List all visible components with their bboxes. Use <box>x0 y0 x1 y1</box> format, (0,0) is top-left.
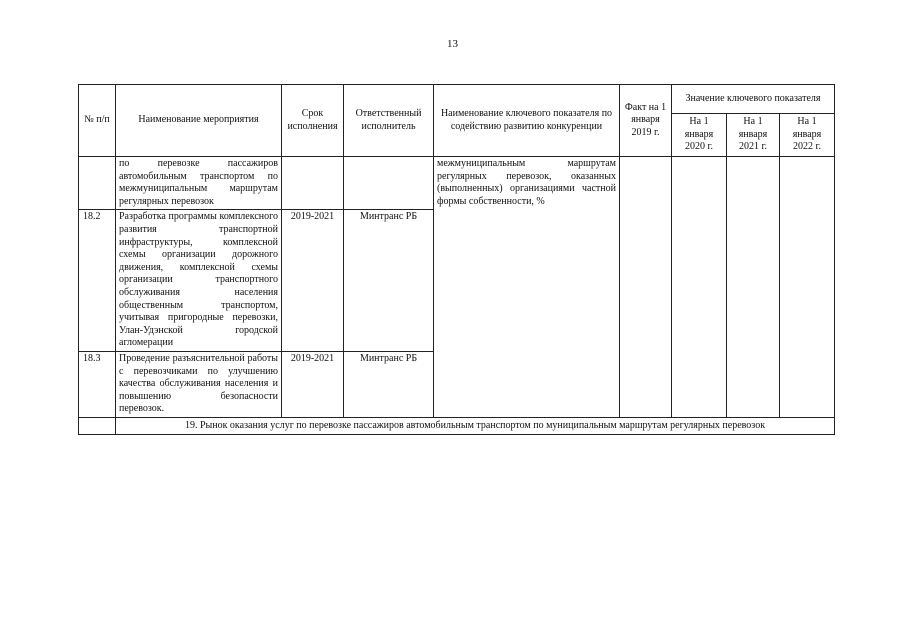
header-num: № п/п <box>79 85 116 157</box>
section-num-cell <box>79 417 116 435</box>
value-2022-cell <box>780 157 835 418</box>
value-2021-cell <box>727 157 780 418</box>
section-title: 19. Рынок оказания услуг по перевозке пассажиров автомобильным транспортом по муниципальным маршрутам регулярных перевозок <box>116 417 835 435</box>
responsible-cell <box>344 157 434 210</box>
measure-cell: Разработка программы комплексного развития транспортной инфраструктуры, комплексной схемы организации дорожного движения, комплексной схемы организации транспортного обслуживания населения общественным транспортом, учитывая пригородные перевозки, Улан-Удэнской городской агломерации <box>116 210 282 352</box>
row-number <box>79 157 116 210</box>
indicator-cell: межмуниципальным маршрутам регулярных перевозок, оказанных (выполненных) организациями частной формы собственности, % <box>434 157 620 418</box>
fact-cell <box>620 157 672 418</box>
header-fact: Факт на 1 января 2019 г. <box>620 85 672 157</box>
header-year-2020: На 1 января 2020 г. <box>672 114 727 157</box>
header-indicator: Наименование ключевого показателя по содействию развитию конкуренции <box>434 85 620 157</box>
table-row <box>79 157 835 210</box>
header-year-2022: На 1 января 2022 г. <box>780 114 835 157</box>
section-row <box>79 417 835 435</box>
page-number: 13 <box>447 38 458 50</box>
row-number: 18.2 <box>79 210 116 352</box>
header-measure: Наименование мероприятия <box>116 85 282 157</box>
header-responsible: Ответственный исполнитель <box>344 85 434 157</box>
header-deadline: Срок исполнения <box>282 85 344 157</box>
header-year-2021: На 1 января 2021 г. <box>727 114 780 157</box>
deadline-cell <box>282 157 344 210</box>
measures-table <box>78 84 835 435</box>
deadline-cell: 2019-2021 <box>282 351 344 417</box>
deadline-cell: 2019-2021 <box>282 210 344 352</box>
measure-cell: Проведение разъяснительной работы с перевозчиками по улучшению качества обслуживания населения и повышению безопасности перевозок. <box>116 351 282 417</box>
responsible-cell: Минтранс РБ <box>344 210 434 352</box>
header-value-group: Значение ключевого показателя <box>672 85 835 114</box>
row-number: 18.3 <box>79 351 116 417</box>
value-2020-cell <box>672 157 727 418</box>
measure-cell: по перевозке пассажиров автомобильным транспортом по межмуниципальным маршрутам регулярных перевозок <box>116 157 282 210</box>
responsible-cell: Минтранс РБ <box>344 351 434 417</box>
